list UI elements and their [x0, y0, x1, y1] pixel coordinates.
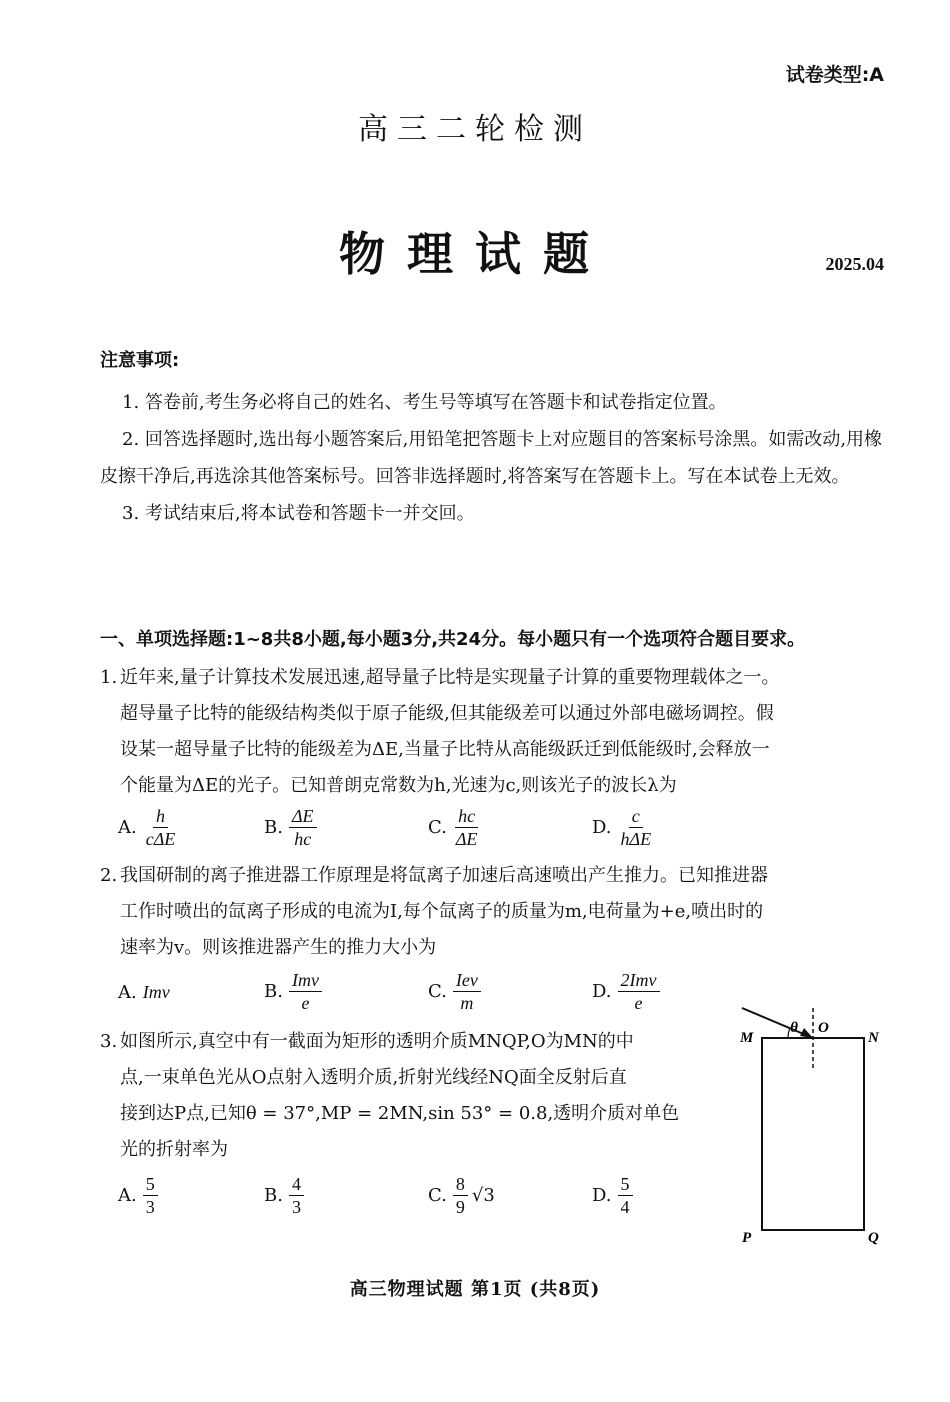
- question-line: 接到达P点,已知θ = 37°,MP = 2MN,sin 53° = 0.8,透明介质对单色: [120, 1103, 680, 1124]
- question-number: 1.: [100, 667, 118, 688]
- question-3: [100, 1024, 679, 1168]
- option-c[interactable]: C. $\frac{8}{9}$ √3: [428, 1174, 495, 1217]
- label-theta: θ: [790, 1020, 798, 1036]
- notes-heading: 注意事项:: [100, 350, 180, 371]
- question-line: 近年来,量子计算技术发展迅速,超导量子比特是实现量子计算的重要物理载体之一。: [120, 667, 780, 688]
- option-b[interactable]: B. $\frac{\Delta E}{hc}$: [264, 806, 317, 849]
- option-d[interactable]: D. $\frac{5}{4}$: [592, 1174, 633, 1217]
- option-c[interactable]: C. $\frac{hc}{\Delta E}$: [428, 806, 478, 849]
- label-q: Q: [868, 1230, 879, 1246]
- paper-type-label: 试卷类型:A: [785, 64, 884, 86]
- notes-list: [100, 384, 890, 532]
- option-a[interactable]: A. Imv: [118, 982, 170, 1003]
- refraction-figure: [730, 1000, 890, 1250]
- label-n: N: [868, 1030, 879, 1046]
- ray-arrow-icon: [800, 1028, 813, 1038]
- note-item: 3. 考试结束后,将本试卷和答题卡一并交回。: [122, 503, 475, 524]
- exam-date: 2025.04: [825, 254, 884, 274]
- question-line: 我国研制的离子推进器工作原理是将氙离子加速后高速喷出产生推力。已知推进器: [120, 865, 768, 886]
- question-line: 光的折射率为: [120, 1139, 228, 1160]
- question-line: 超导量子比特的能级结构类似于原子能级,但其能级差可以通过外部电磁场调控。假: [120, 703, 774, 724]
- subject-title: 物理试题: [339, 227, 611, 281]
- page-footer: 高三物理试题 第1页 (共8页): [349, 1279, 601, 1300]
- option-b[interactable]: B. $\frac{4}{3}$: [264, 1174, 304, 1217]
- exam-title: 高三二轮检测: [358, 112, 592, 147]
- question-number: 3.: [100, 1031, 118, 1052]
- question-line: 个能量为ΔE的光子。已知普朗克常数为h,光速为c,则该光子的波长λ为: [120, 775, 677, 796]
- question-number: 2.: [100, 865, 118, 886]
- note-item: 1. 答卷前,考生务必将自己的姓名、考生号等填写在答题卡和试卷指定位置。: [122, 392, 727, 413]
- option-c[interactable]: C. $\frac{\text{Iev}}{m}$: [428, 970, 481, 1013]
- option-a[interactable]: A. $\frac{h}{\text{cΔE}}$: [118, 806, 176, 849]
- label-m: M: [740, 1030, 754, 1046]
- option-d[interactable]: D. $\frac{c}{\text{hΔE}}$: [592, 806, 652, 849]
- question-1: [100, 660, 779, 804]
- option-d[interactable]: D. $\frac{\text{2Imv}}{e}$: [592, 970, 660, 1013]
- question-2: [100, 858, 768, 966]
- question-line: 如图所示,真空中有一截面为矩形的透明介质MNQP,O为MN的中: [120, 1031, 634, 1052]
- option-b[interactable]: B. $\frac{\text{Imv}}{e}$: [264, 970, 322, 1013]
- label-o: O: [818, 1020, 829, 1036]
- option-a[interactable]: A. $\frac{5}{3}$: [118, 1174, 158, 1217]
- question-line: 速率为v。则该推进器产生的推力大小为: [120, 937, 437, 958]
- label-p: P: [742, 1230, 752, 1246]
- question-line: 设某一超导量子比特的能级差为ΔE,当量子比特从高能级跃迁到低能级时,会释放一: [120, 739, 770, 760]
- note-item: 2. 回答选择题时,选出每小题答案后,用铅笔把答题卡上对应题目的答案标号涂黑。如需改动,用橡皮擦干净后,再选涂其他答案标号。回答非选择题时,将答案写在答题卡上。写在本试卷上无效。: [100, 429, 883, 487]
- question-line: 工作时喷出的氙离子形成的电流为I,每个氙离子的质量为m,电荷量为+e,喷出时的: [120, 901, 764, 922]
- section-heading: 一、单项选择题:1~8共8小题,每小题3分,共24分。每小题只有一个选项符合题目要求。: [100, 629, 806, 650]
- question-line: 点,一束单色光从O点射入透明介质,折射光线经NQ面全反射后直: [120, 1067, 627, 1088]
